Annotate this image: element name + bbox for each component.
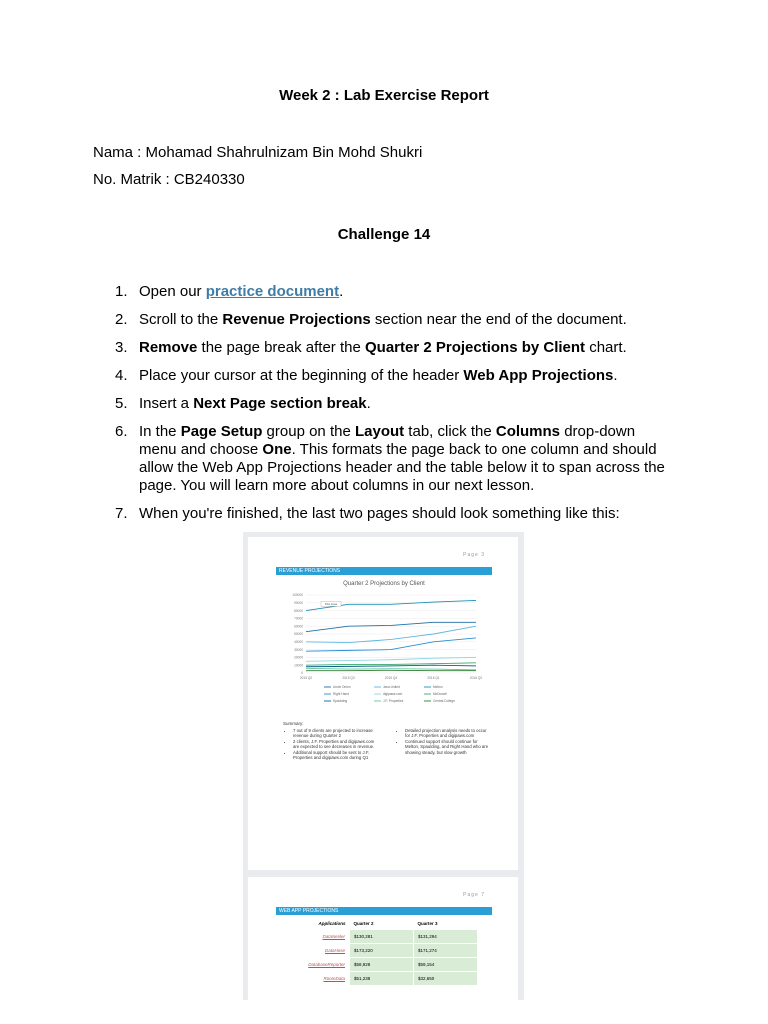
table-cell: $58,928: [350, 958, 414, 972]
column-header: Applications: [318, 920, 346, 926]
section-band: REVENUE PROJECTIONS: [276, 567, 492, 575]
x-tick-label: 2016 Q1: [427, 676, 440, 680]
example-page-7: [248, 877, 518, 1000]
table-cell: $171,274: [414, 944, 478, 958]
summary-bullet: • Continued support should continue for Melton, Spaulding, and Right Hand who are showing steady, but slow growth: [405, 739, 491, 755]
table-cell: $131,294: [414, 930, 478, 944]
report-title: Week 2 : Lab Exercise Report: [279, 87, 489, 104]
x-tick-label: 2015 Q4: [384, 676, 398, 680]
summary-heading: Summary:: [283, 721, 304, 726]
summary-bullet: • 2 clients, J.F. Properties and digipaws.com are expected to see decreases in revenue.: [293, 739, 379, 750]
summary-bullets-right: [398, 728, 491, 755]
y-tick-label: 90000: [294, 601, 303, 605]
page-number: Page 3: [463, 552, 485, 558]
y-tick-label: 60000: [294, 624, 303, 629]
line-chart: [276, 589, 492, 714]
legend-label: Uncle Onion: [333, 685, 351, 690]
legend-label: Spaulding: [333, 699, 348, 704]
y-tick-label: 40000: [294, 640, 303, 644]
summary-bullets-left: [286, 728, 379, 760]
series-line: [306, 622, 476, 631]
table-cell: $32,650: [414, 972, 478, 986]
table-cell: $130,281: [350, 930, 414, 944]
y-tick-label: 0: [301, 671, 303, 676]
summary-bullet: • Additional support should be sent to J.F. Properties and digipaws.com during Q1: [293, 750, 379, 761]
y-tick-label: 70000: [294, 616, 303, 621]
y-tick-label: 100000: [292, 593, 303, 598]
legend-label: Melton: [433, 685, 443, 690]
table-row: [281, 972, 478, 986]
legend-label: digipaws.com: [383, 692, 403, 697]
x-tick-label: 2015 Q2: [299, 676, 313, 680]
table-row: [281, 944, 478, 958]
plot-area-label: Plot Area: [324, 601, 338, 606]
legend-label: J.F. Properties: [383, 699, 404, 704]
section-band: WEB APP PROJECTIONS: [276, 907, 492, 915]
table-cell: $173,220: [350, 944, 414, 958]
legend-label: Java United: [383, 685, 400, 690]
series-line: [306, 657, 476, 661]
summary-bullet: • 7 out of 9 clients are projected to increase revenue during Quarter 2: [293, 728, 379, 739]
chart-title: Quarter 2 Projections by Client: [343, 581, 425, 587]
app-link[interactable]: DatabaseReporter: [308, 962, 345, 967]
x-tick-label: 2016 Q2: [469, 676, 483, 680]
table-row: [281, 958, 478, 972]
series-line: [306, 663, 476, 665]
x-tick-label: 2015 Q3: [342, 676, 355, 680]
app-link[interactable]: DataNesler: [322, 934, 345, 939]
y-tick-label: 20000: [294, 655, 303, 660]
y-tick-label: 80000: [294, 608, 303, 613]
legend-label: McDowell: [433, 692, 447, 697]
legend-label: Right Hand: [333, 692, 349, 697]
y-tick-label: 50000: [294, 632, 303, 637]
page-number: Page 7: [463, 892, 485, 898]
column-header: Quarter 2: [353, 920, 374, 926]
series-line: [306, 668, 476, 670]
y-tick-label: 30000: [294, 647, 303, 652]
web-app-table: [281, 917, 478, 986]
column-header: Quarter 3: [417, 920, 438, 926]
y-tick-label: 10000: [294, 663, 303, 668]
student-name: Nama : Mohamad Shahrulnizam Bin Mohd Shukri: [93, 144, 423, 161]
summary-bullet: • Detailed projection analysis needs to occur for J.F. Properties and digipaws.com: [405, 728, 491, 739]
app-link[interactable]: DataHose: [324, 948, 345, 953]
matric-number: No. Matrik : CB240330: [93, 171, 245, 188]
table-header-row: [281, 917, 478, 930]
legend-label: Central College: [433, 699, 455, 704]
table-cell: $51,238: [350, 972, 414, 986]
practice-document-link[interactable]: practice document: [205, 283, 340, 300]
challenge-heading: Challenge 14: [337, 226, 431, 243]
table-cell: $59,154: [414, 958, 478, 972]
series-line: [306, 665, 476, 667]
app-link[interactable]: RoomData: [323, 976, 345, 981]
table-row: [281, 930, 478, 944]
example-page-3: [248, 537, 518, 870]
example-pages-screenshot: [243, 532, 524, 1000]
